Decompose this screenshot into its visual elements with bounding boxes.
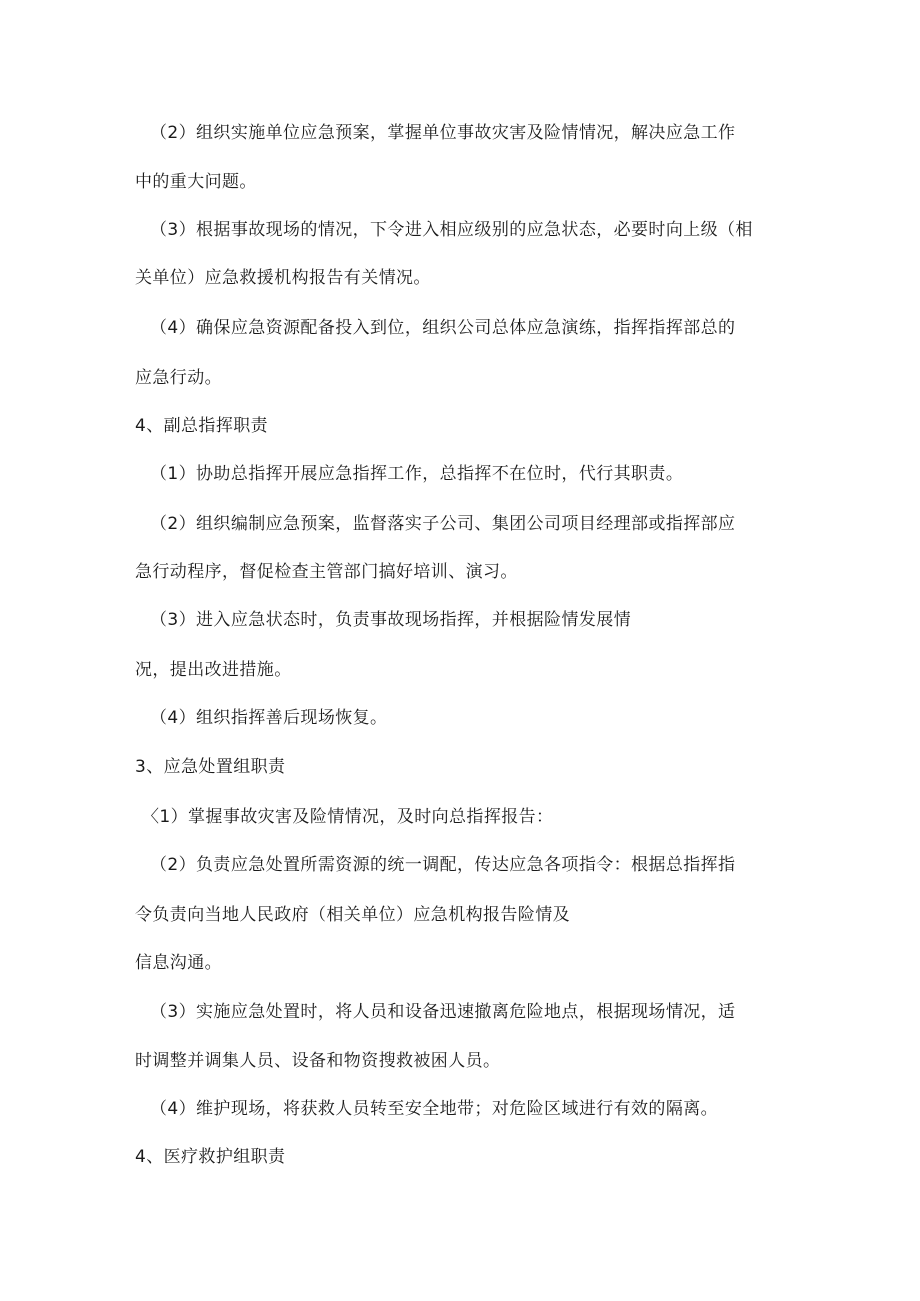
text-line-4: 关单位）应急救援机构报告有关情况。 (135, 268, 431, 288)
text-line-10: 急行动程序，督促检查主管部门搞好培训、演习。 (135, 562, 518, 582)
text-line-18: 信息沟通。 (135, 953, 222, 973)
section-heading: 3、应急处置组职责 (135, 757, 286, 777)
text-line-2: 中的重大问题。 (135, 172, 257, 192)
text-line-8: （1）协助总指挥开展应急指挥工作，总指挥不在位时，代行其职责。 (150, 464, 684, 484)
text-line-17: 令负责向当地人民政府（相关单位）应急机构报告险情及 (135, 905, 570, 925)
section-heading: 4、副总指挥职责 (135, 416, 269, 436)
text-line-5: （4）确保应急资源配备投入到位，组织公司总体应急演练，指挥指挥部总的 (150, 318, 736, 338)
text-line-3: （3）根据事故现场的情况，下令进入相应级别的应急状态，必要时向上级（相 (150, 220, 753, 240)
text-line-1: （2）组织实施单位应急预案，掌握单位事故灾害及险情情况，解决应急工作 (150, 123, 736, 143)
section-heading: 4、医疗救护组职责 (135, 1147, 286, 1167)
text-line-12: 况，提出改进措施。 (135, 660, 292, 680)
text-line-6: 应急行动。 (135, 368, 222, 388)
text-line-13: （4）组织指挥善后现场恢复。 (150, 708, 388, 728)
text-line-9: （2）组织编制应急预案，监督落实子公司、集团公司项目经理部或指挥部应 (150, 514, 736, 534)
text-line-16: （2）负责应急处置所需资源的统一调配，传达应急各项指令：根据总指挥指 (150, 855, 736, 875)
text-line-15: 〈1）掌握事故灾害及险情情况，及时向总指挥报告： (142, 807, 554, 827)
text-line-21: （4）维护现场，将获救人员转至安全地带；对危险区域进行有效的隔离。 (150, 1099, 719, 1119)
text-line-20: 时调整并调集人员、设备和物资搜救被困人员。 (135, 1051, 501, 1071)
text-line-11: （3）进入应急状态时，负责事故现场指挥，并根据险情发展情 (150, 610, 632, 630)
text-line-19: （3）实施应急处置时，将人员和设备迅速撤离危险地点，根据现场情况，适 (150, 1002, 736, 1022)
